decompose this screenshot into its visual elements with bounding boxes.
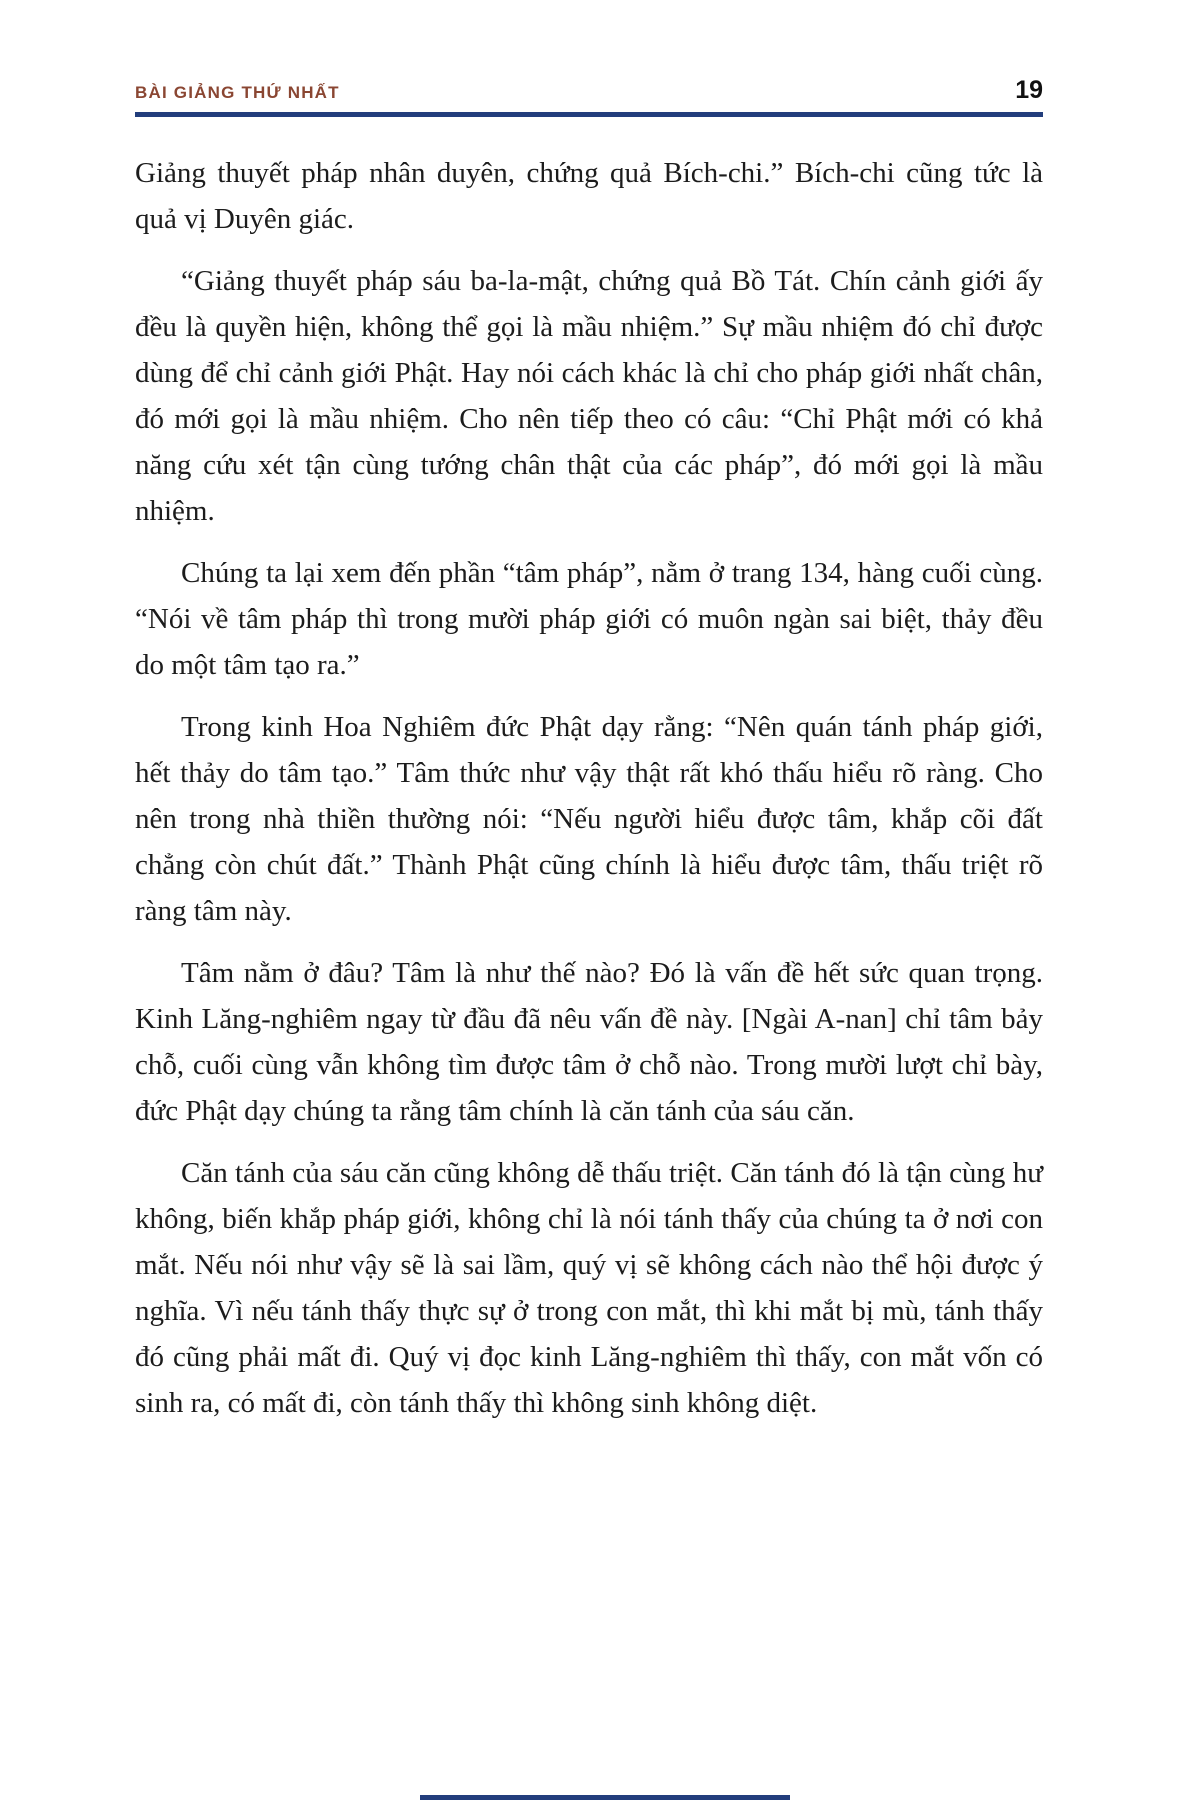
- paragraph: Căn tánh của sáu căn cũng không dễ thấu triệt. Căn tánh đó là tận cùng hư không, biến khắp pháp giới, không chỉ là nói tánh thấy của chúng ta ở nơi con mắt. Nếu nói như vậy sẽ là sai lầm, quý vị sẽ không cách nào thể hội được ý nghĩa. Vì nếu tánh thấy thực sự ở trong con mắt, thì khi mắt bị mù, tánh thấy đó cũng phải mất đi. Quý vị đọc kinh Lăng-nghiêm thì thấy, con mắt vốn có sinh ra, có mất đi, còn tánh thấy thì không sinh không diệt.: [135, 1157, 1043, 1419]
- paragraph: Giảng thuyết pháp nhân duyên, chứng quả Bích-chi.” Bích-chi cũng tức là quả vị Duyên giác.: [135, 157, 1043, 235]
- page-number: 19: [1015, 76, 1043, 104]
- bottom-edge-rule-artifact: [420, 1795, 790, 1800]
- paragraph: “Giảng thuyết pháp sáu ba-la-mật, chứng quả Bồ Tát. Chín cảnh giới ấy đều là quyền hiện, không thể gọi là mầu nhiệm.” Sự mầu nhiệm đó chỉ được dùng để chỉ cảnh giới Phật. Hay nói cách khác là chỉ cho pháp giới nhất chân, đó mới gọi là mầu nhiệm. Cho nên tiếp theo có câu: “Chỉ Phật mới có khả năng cứu xét tận cùng tướng chân thật của các pháp”, đó mới gọi là mầu nhiệm.: [135, 265, 1043, 527]
- paragraph: Chúng ta lại xem đến phần “tâm pháp”, nằm ở trang 134, hàng cuối cùng. “Nói về tâm pháp thì trong mười pháp giới có muôn ngàn sai biệt, thảy đều do một tâm tạo ra.”: [135, 557, 1043, 681]
- chapter-title: BÀI GIẢNG THỨ NHẤT: [135, 83, 340, 102]
- page-body: [135, 150, 1043, 1442]
- paragraph: Tâm nằm ở đâu? Tâm là như thế nào? Đó là vấn đề hết sức quan trọng. Kinh Lăng-nghiêm ngay từ đầu đã nêu vấn đề này. [Ngài A-nan] chỉ tâm bảy chỗ, cuối cùng vẫn không tìm được tâm ở chỗ nào. Trong mười lượt chỉ bày, đức Phật dạy chúng ta rằng tâm chính là căn tánh của sáu căn.: [135, 957, 1043, 1127]
- running-header: [135, 78, 1043, 117]
- paragraph: Trong kinh Hoa Nghiêm đức Phật dạy rằng: “Nên quán tánh pháp giới, hết thảy do tâm tạo.” Tâm thức như vậy thật rất khó thấu hiểu rõ ràng. Cho nên trong nhà thiền thường nói: “Nếu người hiểu được tâm, khắp cõi đất chẳng còn chút đất.” Thành Phật cũng chính là hiểu được tâm, thấu triệt rõ ràng tâm này.: [135, 711, 1043, 927]
